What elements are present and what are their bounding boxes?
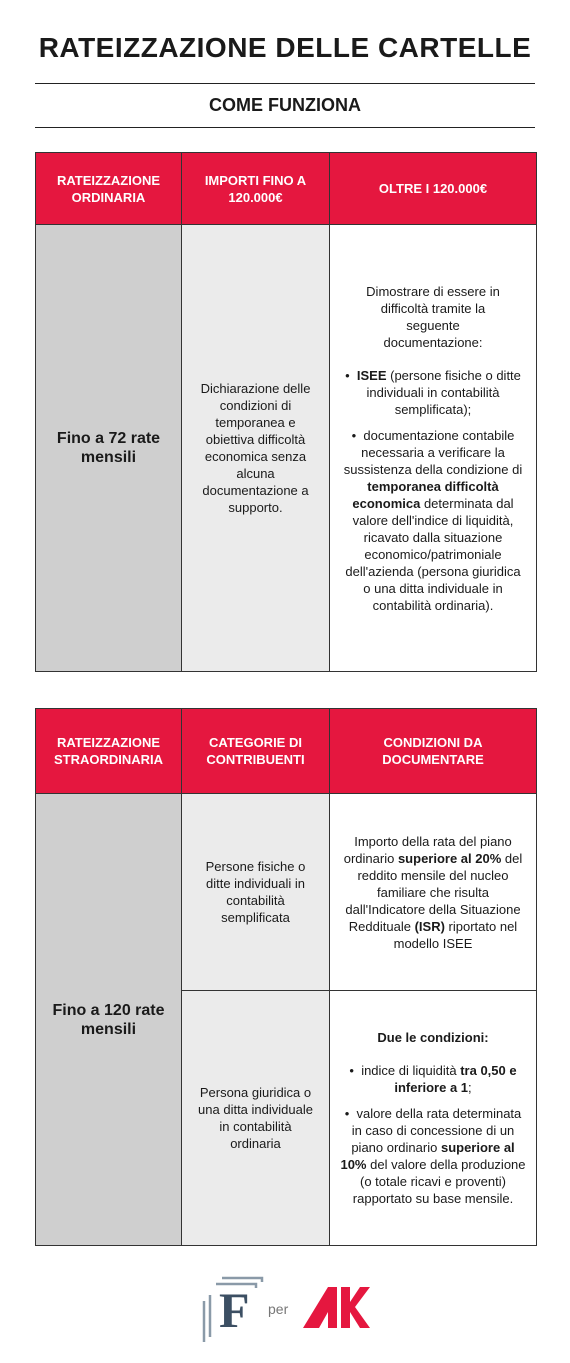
table2-row2-title: Due le condizioni: — [377, 1030, 489, 1045]
table1-bullet-isee: • ISEE (persone fisiche o ditte individuali in contabilità semplificata); — [345, 367, 521, 417]
page-title: RATEIZZAZIONE DELLE CARTELLE — [38, 32, 532, 63]
table1-header-row — [36, 153, 537, 225]
ak-logo-icon — [303, 1287, 370, 1328]
table2-bullet-liquidita: • indice di liquidità tra 0,50 e inferiore a 1; — [349, 1063, 517, 1095]
divider-top — [35, 83, 535, 84]
table1-right-cell — [330, 225, 537, 672]
table1-side-label: Fino a 72 rate mensili — [36, 225, 182, 672]
table2-bullet-valore-rata: • valore della rata determinata in caso di concessione di un piano ordinario superiore al 10% del valore della produzione (o totale ricavi e proventi) rapportato su base mensile. — [340, 1106, 526, 1206]
table1-row — [36, 225, 537, 672]
svg-text:F: F — [219, 1282, 250, 1338]
table1-header-col3: OLTRE I 120.000€ — [330, 153, 537, 225]
table-rateizzazione-ordinaria — [35, 152, 537, 672]
table2-row1-conditions: Importo della rata del piano ordinario superiore al 20% del reddito mensile del nucleo familiare che risulta dall'Indicatore della Situazione Reddituale (ISR) riportato nel modello ISEE — [330, 794, 537, 991]
table1-header-col2: IMPORTI FINO A 120.000€ — [182, 153, 330, 225]
table1-right-intro: Dimostrare di essere in difficoltà tramite la seguente documentazione: — [366, 283, 500, 350]
divider-bottom — [35, 127, 535, 128]
table2-row1-category: Persone fisiche o ditte individuali in contabilità semplificata — [182, 794, 330, 991]
table2-header-col3: CONDIZIONI DA DOCUMENTARE — [330, 709, 537, 794]
table1-middle-cell: Dichiarazione delle condizioni di temporanea e obiettiva difficoltà economica senza alcuna documentazione a supporto. — [182, 225, 330, 672]
f-logo-icon — [204, 1278, 262, 1342]
table2-row2-category: Persona giuridica o una ditta individuale in contabilità ordinaria — [182, 991, 330, 1246]
table2-header-col1: RATEIZZAZIONE STRAORDINARIA — [36, 709, 182, 794]
table2-row2-conditions — [330, 991, 537, 1246]
table2-side-label: Fino a 120 rate mensili — [36, 794, 182, 1246]
table1-bullet-documentazione: • documentazione contabile necessaria a verificare la sussistenza della condizione di temporanea difficoltà economica determinata dal valore dell'indice di liquidità, ricavato dalla situazione economico/patrimoniale dell'azienda (persona giuridica o una ditta individuale in contabilità ordinaria). — [343, 427, 523, 613]
table-rateizzazione-straordinaria — [35, 708, 537, 1246]
table1-header-col1: RATEIZZAZIONE ORDINARIA — [36, 153, 182, 225]
table2-row-1 — [36, 794, 537, 991]
table2-header-col2: CATEGORIE DI CONTRIBUENTI — [182, 709, 330, 794]
footer-connector-text: per — [268, 1301, 289, 1317]
page-subtitle: COME FUNZIONA — [209, 95, 361, 115]
table2-header-row — [36, 709, 537, 794]
